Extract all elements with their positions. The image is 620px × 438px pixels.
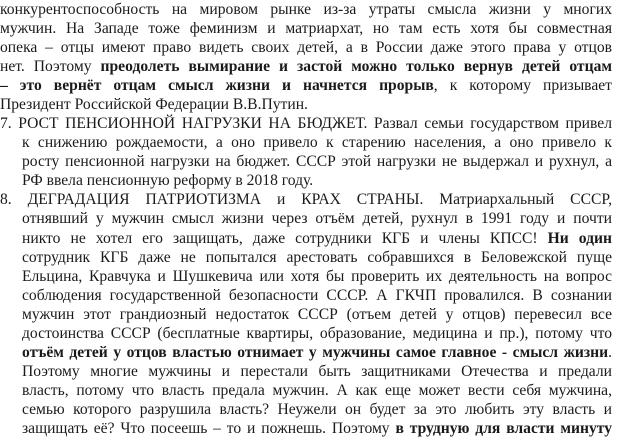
text-run: Ельцина, Кравчука и Шушкевича или хотя бы проверить их деятельность на вопрос <box>22 267 612 285</box>
text-run: росту пенсионной нагрузки на бюджет. СССР этой нагрузки не выдержал и рухнул, а <box>22 153 612 171</box>
text-line <box>22 305 612 324</box>
text-line <box>0 190 612 209</box>
text-line <box>22 362 612 381</box>
text-run: отнявший у мужчин смысл жизни через отъём детей, рухнул в 1991 году и почти <box>22 210 612 228</box>
text-line <box>22 209 612 228</box>
text-line <box>22 171 313 190</box>
text-run: семью которого разрушила власть? Неужели он будет за это любить эту власть и <box>22 400 612 418</box>
text-run: нет. Поэтому <box>0 58 101 76</box>
text-line <box>0 76 612 95</box>
text-line <box>22 152 612 171</box>
text-run: конкурентоспособность на мировом рынке из-за утраты смысла жизни у многих <box>0 1 612 18</box>
text-line <box>0 19 612 38</box>
text-line <box>22 133 612 152</box>
text-run: к снижению рождаемости, а оно привело к старению населения, а оно привело к <box>22 134 612 152</box>
text-line <box>0 95 308 114</box>
text-run: , к которому призывает <box>433 77 612 95</box>
bold-text-run: преодолеть вымирание и застой можно только вернув детей отцам <box>100 58 612 76</box>
text-run: достоинства СССР (бесплатные квартиры, образование, медицина и пр.), потому что <box>22 324 612 342</box>
text-line <box>0 114 612 133</box>
bold-text-run: Ни один <box>547 229 612 247</box>
text-line <box>0 57 612 76</box>
text-run: мужчин. На Западе тоже феминизм и матриархат, но там есть хотя бы совместная <box>0 20 612 38</box>
bold-text-run: отъём детей у отцов властью отнимает у мужчины самое главное - смысл жизни <box>22 343 609 361</box>
text-line <box>22 324 612 343</box>
text-line <box>0 38 612 57</box>
text-run: 8. ДЕГРАДАЦИЯ ПАТРИОТИЗМА и КРАХ СТРАНЫ. Матриархальный СССР, <box>0 191 612 209</box>
text-line <box>22 419 612 438</box>
text-run: соблюдения государственной безопасности СССР. А ГКЧП провалился. В сознании <box>22 286 612 304</box>
text-line <box>22 381 612 400</box>
text-line <box>22 286 612 305</box>
text-line <box>22 267 612 286</box>
text-line <box>0 0 612 19</box>
text-line <box>22 343 612 362</box>
text-line <box>22 248 612 267</box>
text-run: РФ ввела пенсионную реформу в 2018 году. <box>22 172 314 190</box>
text-line <box>22 400 612 419</box>
text-run: мужчин этот грандиозный недостаток СССР (отъем детей у отцов) перевесил все <box>22 305 612 323</box>
text-run: никто не хотел его защищать, даже сотрудники КГБ и члены КПСС! <box>22 229 548 247</box>
text-run: опека – отцы имеют право видеть своих детей, а в России даже этого права у отцов <box>0 39 612 57</box>
text-run: . <box>608 343 612 361</box>
text-run: Поэтому многие мужчины и перестали быть защитниками Отечества и предали <box>22 362 612 380</box>
text-run: защищать её? Что посеешь – то и пожнешь. Поэтому <box>22 419 396 437</box>
text-run: Президент Российской Федерации В.В.Путин. <box>0 96 308 114</box>
text-line <box>22 229 612 248</box>
text-run: 7. РОСТ ПЕНСИОННОЙ НАГРУЗКИ НА БЮДЖЕТ. Развал семьи государством привел <box>0 115 612 133</box>
text-run: сотрудник КГБ даже не попытался арестовать собравшихся в Беловежской пуще <box>22 248 612 266</box>
bold-text-run: в трудную для власти минуту <box>395 419 612 437</box>
text-run: власть, потому что власть предала мужчин. А как еще может вести себя мужчина, <box>22 381 612 399</box>
bold-text-run: – это вернёт отцам смысл жизни и начнется прорыв <box>0 77 434 95</box>
